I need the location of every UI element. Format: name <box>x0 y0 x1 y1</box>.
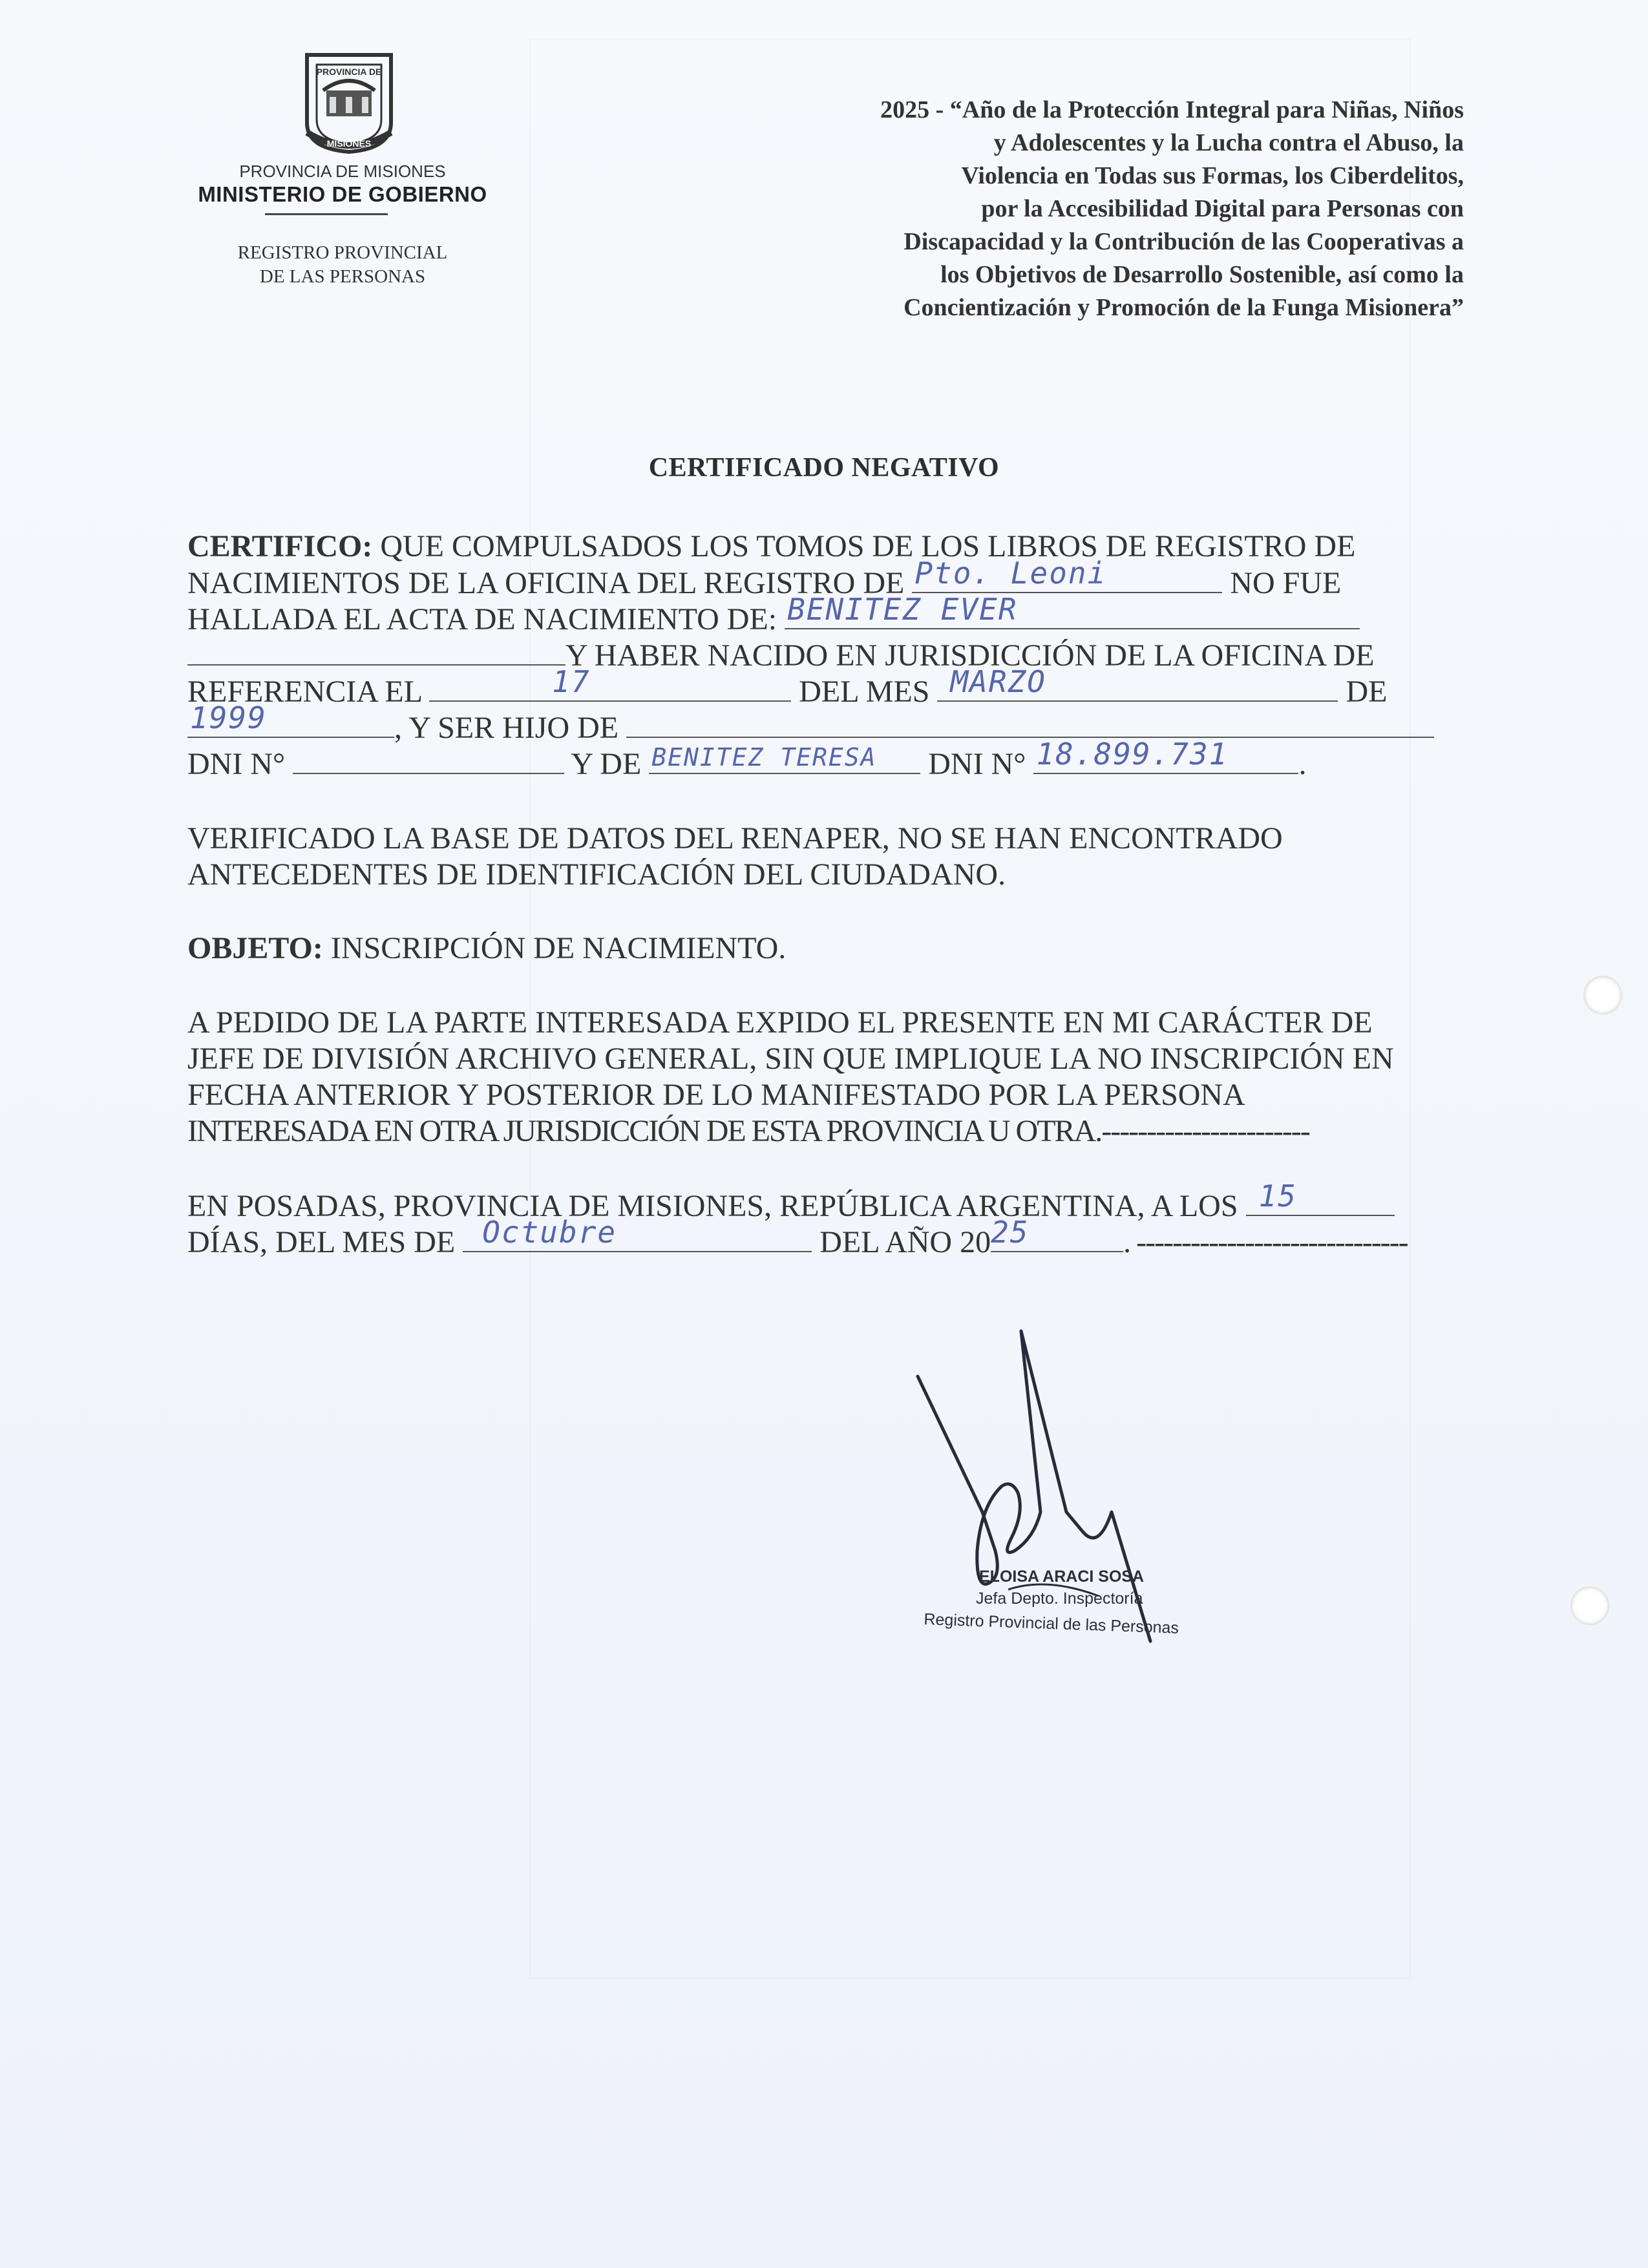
handwritten-mother-dni: 18.899.731 <box>1036 737 1229 772</box>
birth-month-field[interactable] <box>937 664 1338 702</box>
registry-line-1: REGISTRO PROVINCIAL <box>237 242 448 263</box>
handwritten-mother-name: BENITEZ TERESA <box>651 743 877 772</box>
stamp-office: Registro Provincial de las Personas <box>924 1610 1179 1637</box>
text: EN POSADAS, PROVINCIA DE MISIONES, REPÚBLICA ARGENTINA, A LOS <box>187 1189 1246 1223</box>
motto-line: Discapacidad y la Contribución de las Cooperativas a <box>903 228 1464 255</box>
certifico-line-4 <box>187 637 1375 673</box>
certifico-line-5 <box>187 664 1388 709</box>
handwritten-birth-day: 17 <box>552 664 591 699</box>
birth-year-field[interactable] <box>187 700 394 738</box>
motto-line: los Objetivos de Desarrollo Sostenible, así como la <box>940 261 1464 288</box>
text: HALLADA EL ACTA DE NACIMIENTO DE: <box>187 602 785 636</box>
motto-line: y Adolescentes y la Lucha contra el Abuso, la <box>993 129 1464 156</box>
registry-office-field[interactable] <box>912 556 1222 593</box>
mother-dni-field[interactable] <box>1033 737 1298 774</box>
place-line-1 <box>187 1179 1395 1224</box>
issue-year-field[interactable] <box>991 1215 1123 1252</box>
handwritten-birth-month: MARZO <box>950 664 1046 699</box>
certifico-line-2 <box>187 556 1342 601</box>
pedido-line-3: FECHA ANTERIOR Y POSTERIOR DE LO MANIFESTADO POR LA PERSONA <box>187 1078 1245 1112</box>
certifico-line-6 <box>187 700 1434 746</box>
renaper-line-1: VERIFICADO LA BASE DE DATOS DEL RENAPER, NO SE HAN ENCONTRADO <box>187 821 1283 856</box>
province-seal-icon <box>294 45 404 155</box>
certifico-line-3 <box>187 592 1360 637</box>
text: DEL AÑO 20 <box>812 1225 991 1259</box>
motto-line: por la Accesibilidad Digital para Personas con <box>981 195 1464 222</box>
issue-day-field[interactable] <box>1246 1179 1395 1216</box>
stamp-role: Jefa Depto. Inspectoría <box>976 1590 1143 1608</box>
pedido-line-2: JEFE DE DIVISIÓN ARCHIVO GENERAL, SIN QUE IMPLIQUE LA NO INSCRIPCIÓN EN <box>187 1042 1394 1076</box>
handwritten-issue-year: 25 <box>991 1215 1030 1250</box>
birth-day-field[interactable] <box>429 664 791 702</box>
org-divider <box>265 213 388 215</box>
org-province: PROVINCIA DE MISIONES <box>239 162 446 181</box>
place-line-2 <box>187 1215 1408 1260</box>
motto-line: Concientización y Promoción de la Funga Misionera” <box>903 294 1464 321</box>
handwritten-issue-day: 15 <box>1258 1179 1297 1213</box>
text: Y DE <box>564 747 650 781</box>
svg-text:PROVINCIA DE: PROVINCIA DE <box>316 67 382 77</box>
text: QUE COMPULSADOS LOS TOMOS DE LOS LIBROS DE REGISTRO DE <box>372 529 1356 563</box>
text: Y HABER NACIDO EN JURISDICCIÓN DE LA OFICINA DE <box>565 638 1375 673</box>
objeto-line <box>187 930 786 966</box>
certifico-line-1 <box>187 529 1355 564</box>
certifico-line-7 <box>187 737 1307 782</box>
motto-line: 2025 - “Año de la Protección Integral para Niñas, Niños <box>880 96 1464 123</box>
text: DEL MES <box>791 675 938 709</box>
text: REFERENCIA EL <box>187 675 430 709</box>
registry-line-2: DE LAS PERSONAS <box>259 266 426 287</box>
text: NO FUE <box>1222 566 1342 600</box>
text: INSCRIPCIÓN DE NACIMIENTO. <box>322 931 787 965</box>
father-name-field[interactable] <box>626 709 1434 738</box>
motto-line: Violencia en Todas sus Formas, los Ciberdelitos, <box>961 162 1464 189</box>
stamp-name: ELOISA ARACI SOSA <box>979 1568 1145 1586</box>
handwritten-registry-office: Pto. Leoni <box>914 556 1107 591</box>
punch-hole <box>1583 976 1622 1014</box>
certifico-label: CERTIFICO: <box>187 529 373 563</box>
year-motto <box>646 94 1464 324</box>
text: DNI N° <box>920 747 1034 781</box>
text: DE <box>1338 675 1388 709</box>
pedido-line-4: INTERESADA EN OTRA JURISDICCIÓN DE ESTA PROVINCIA U OTRA.----------------------- <box>187 1114 1309 1148</box>
objeto-label: OBJETO: <box>187 931 323 965</box>
renaper-line-2: ANTECEDENTES DE IDENTIFICACIÓN DEL CIUDADANO. <box>187 857 1006 892</box>
text: DÍAS, DEL MES DE <box>187 1225 463 1259</box>
blank-field[interactable] <box>187 637 565 666</box>
text: . <box>1298 747 1307 781</box>
issue-month-field[interactable] <box>463 1215 812 1252</box>
handwritten-person-name: BENITEZ EVER <box>787 592 1018 627</box>
svg-text:MISIONES: MISIONES <box>326 138 372 149</box>
text: . ------------------------------ <box>1123 1225 1408 1259</box>
handwritten-birth-year: 1999 <box>190 700 267 735</box>
org-ministry: MINISTERIO DE GOBIERNO <box>198 182 487 206</box>
person-name-field[interactable] <box>785 592 1360 629</box>
text: , Y SER HIJO DE <box>394 711 627 745</box>
punch-hole <box>1570 1586 1609 1625</box>
handwritten-issue-month: Octubre <box>482 1215 617 1250</box>
text: NACIMIENTOS DE LA OFICINA DEL REGISTRO DE <box>187 566 913 600</box>
pedido-line-1: A PEDIDO DE LA PARTE INTERESADA EXPIDO EL PRESENTE EN MI CARÁCTER DE <box>187 1005 1373 1040</box>
text: DNI N° <box>187 747 293 781</box>
certificate-title: CERTIFICADO NEGATIVO <box>648 453 1000 483</box>
father-dni-field[interactable] <box>293 746 564 774</box>
mother-name-field[interactable] <box>649 743 920 774</box>
